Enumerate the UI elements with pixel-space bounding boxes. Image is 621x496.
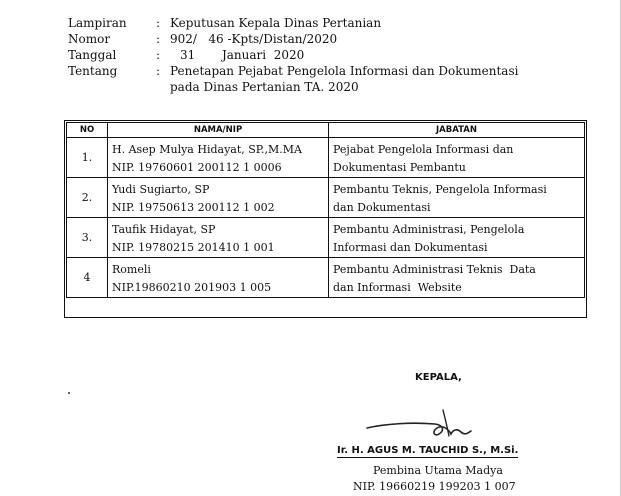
table-row [67,218,585,258]
row-position-cell [329,178,585,218]
colon: : [156,16,161,30]
row-no: 4 [67,258,108,298]
colon: : [156,32,161,46]
lampiran-value: Keputusan Kepala Dinas Pertanian [170,16,382,30]
row-name: Romeli [112,263,151,276]
row-position-line2: Dokumentasi Pembantu [333,161,466,174]
tentang-value-line2: pada Dinas Pertanian TA. 2020 [170,80,359,94]
signer-name: Ir. H. AGUS M. TAUCHID S., M.Si. [337,445,519,456]
nomor-value: 902/ 46 -Kpts/Distan/2020 [170,32,338,46]
signer-rank: Pembina Utama Madya [373,464,503,477]
tentang-label: Tentang [68,64,118,78]
row-no: 1. [67,138,108,178]
row-position-line1: Pembantu Teknis, Pengelola Informasi [333,183,547,196]
signer-title: KEPALA, [415,372,462,383]
row-name-cell [108,258,329,298]
nomor-row [68,31,518,47]
row-position-line1: Pejabat Pengelola Informasi dan [333,143,514,156]
row-name-cell [108,138,329,178]
signer-nip: NIP. 19660219 199203 1 007 [353,480,516,493]
table-row [67,258,585,298]
colon: : [156,64,161,78]
row-no: 2. [67,178,108,218]
row-name: Taufik Hidayat, SP [112,223,216,236]
tanggal-value: 31 Januari 2020 [180,48,305,62]
row-position-line1: Pembantu Administrasi Teknis Data [333,263,536,276]
tanggal-label: Tanggal [68,48,117,62]
table-row [67,138,585,178]
table-row [67,178,585,218]
row-nip: NIP.19860210 201903 1 005 [112,281,272,294]
stray-dot [68,392,70,394]
tanggal-row [68,47,518,63]
row-name: H. Asep Mulya Hidayat, SP.,M.MA [112,143,302,156]
document-header [68,15,518,95]
nomor-label: Nomor [68,32,111,46]
row-name-cell [108,218,329,258]
lampiran-row [68,15,518,31]
row-position-line2: dan Informasi Website [333,281,462,294]
row-nip: NIP. 19760601 200112 1 0006 [112,161,282,174]
row-nip: NIP. 19780215 201410 1 001 [112,241,275,254]
table-header-row [67,123,585,138]
handwritten-signature [365,394,475,444]
row-position-line1: Pembantu Administrasi, Pengelola [333,223,525,236]
row-position-cell [329,258,585,298]
row-position-line2: Informasi dan Dokumentasi [333,241,488,254]
row-name-cell [108,178,329,218]
row-position-cell [329,138,585,178]
lampiran-label: Lampiran [68,16,127,30]
officials-table [66,122,585,298]
tentang-row [68,63,518,79]
header-no: NO [67,123,108,138]
row-nip: NIP. 19750613 200112 1 002 [112,201,275,214]
row-no: 3. [67,218,108,258]
colon: : [156,48,161,62]
header-position: JABATAN [329,123,585,138]
tentang-value: Penetapan Pejabat Pengelola Informasi dan Dokumentasi [170,64,519,78]
row-name: Yudi Sugiarto, SP [112,183,210,196]
header-name: NAMA/NIP [108,123,329,138]
row-position-cell [329,218,585,258]
row-position-line2: dan Dokumentasi [333,201,431,214]
